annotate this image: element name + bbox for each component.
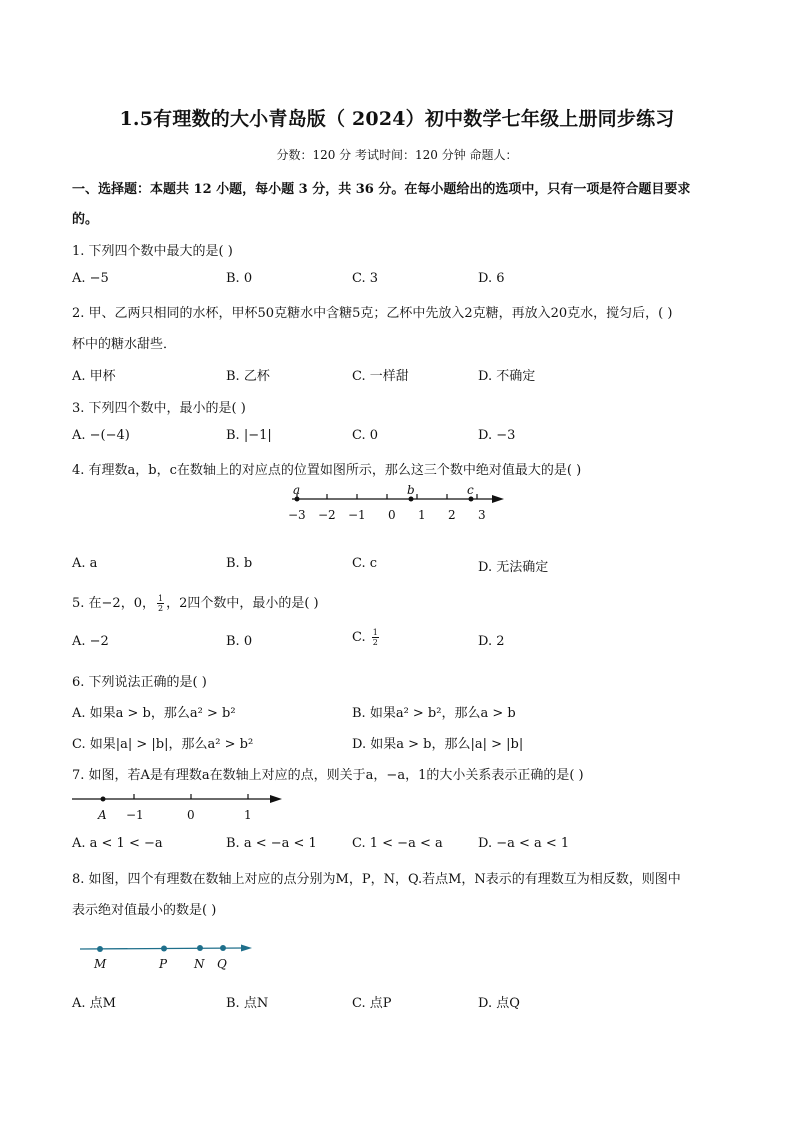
q4-option-d[interactable]: D. 无法确定 xyxy=(478,560,549,575)
q4-number-line xyxy=(280,480,510,524)
q5-option-a[interactable]: A. −2 xyxy=(72,634,109,649)
q7-axis-arrow xyxy=(270,795,282,803)
question-8-stem: 8. 如图，四个有理数在数轴上对应的点分别为M，P，N，Q.若点M，N表示的有理数互为相反数，则图中 xyxy=(72,872,681,887)
q3-option-b[interactable]: B. |−1| xyxy=(226,428,272,443)
q4-point-a xyxy=(295,497,300,502)
q5-option-c-letter: C. xyxy=(352,630,370,645)
q8-axis-arrow xyxy=(241,945,252,952)
q5-option-b[interactable]: B. 0 xyxy=(226,634,253,649)
q5-fraction-half xyxy=(157,594,164,613)
section-intro-cont: 的。 xyxy=(72,212,99,227)
q7-label-a: A xyxy=(98,808,107,822)
section-intro: 一、选择题：本题共 12 小题，每小题 3 分，共 36 分。在每小题给出的选项中，只有一项是符合题目要求 xyxy=(72,182,691,197)
q5-frac-den: 2 xyxy=(157,604,164,613)
q3-option-a[interactable]: A. −(−4) xyxy=(72,428,130,443)
q5-stem-prefix: 5. 在−2，0， xyxy=(72,596,155,611)
q8-option-a[interactable]: A. 点M xyxy=(72,996,116,1011)
q7-tick-label: −1 xyxy=(126,808,144,822)
q1-option-a[interactable]: A. −5 xyxy=(72,271,109,286)
q5-option-c[interactable] xyxy=(352,628,381,647)
q4-tick-label: 0 xyxy=(388,508,396,522)
question-6-stem: 6. 下列说法正确的是( ) xyxy=(72,675,207,690)
q5-stem-suffix: ，2四个数中，最小的是( ) xyxy=(166,596,319,611)
q4-point-b xyxy=(409,497,414,502)
q6-option-d[interactable]: D. 如果a > b，那么|a| > |b| xyxy=(352,737,524,752)
q8-point-m xyxy=(97,946,103,952)
q8-label-n: N xyxy=(194,957,205,971)
question-7-stem: 7. 如图，若A是有理数a在数轴上对应的点，则关于a，−a，1的大小关系表示正确的是( ) xyxy=(72,768,584,783)
q4-point-c xyxy=(469,497,474,502)
q1-option-b[interactable]: B. 0 xyxy=(226,271,253,286)
q4-tick-label: −1 xyxy=(348,508,366,522)
q8-point-n xyxy=(197,945,203,951)
q7-option-a[interactable]: A. a < 1 < −a xyxy=(72,836,163,851)
q8-point-q xyxy=(220,945,226,951)
q7-tick-label: 1 xyxy=(244,808,252,822)
q8-label-p: P xyxy=(159,957,168,971)
q4-label-c: c xyxy=(467,483,474,497)
q5-option-d[interactable]: D. 2 xyxy=(478,634,505,649)
q8-option-b[interactable]: B. 点N xyxy=(226,996,269,1011)
q1-option-c[interactable]: C. 3 xyxy=(352,271,379,286)
q6-option-a[interactable]: A. 如果a > b，那么a² > b² xyxy=(72,706,236,721)
q2-option-c[interactable]: C. 一样甜 xyxy=(352,369,409,384)
q4-label-b: b xyxy=(407,483,415,497)
q5-option-c-num: 1 xyxy=(372,628,378,637)
q8-option-c[interactable]: C. 点P xyxy=(352,996,392,1011)
q4-tick-label: −3 xyxy=(288,508,306,522)
q3-option-c[interactable]: C. 0 xyxy=(352,428,379,443)
q5-option-c-den: 2 xyxy=(372,638,378,647)
q1-option-d[interactable]: D. 6 xyxy=(478,271,505,286)
q7-option-b[interactable]: B. a < −a < 1 xyxy=(226,836,317,851)
q3-option-d[interactable]: D. −3 xyxy=(478,428,516,443)
q4-label-a: a xyxy=(293,483,301,497)
question-1-stem: 1. 下列四个数中最大的是( ) xyxy=(72,244,233,259)
q8-point-p xyxy=(161,946,167,952)
q2-option-b[interactable]: B. 乙杯 xyxy=(226,369,270,384)
q8-option-d[interactable]: D. 点Q xyxy=(478,996,520,1011)
question-2-stem: 2. 甲、乙两只相同的水杯，甲杯50克糖水中含糖5克；乙杯中先放入2克糖，再放入20克水，搅匀后，( ) xyxy=(72,306,673,321)
q7-number-line xyxy=(66,786,290,826)
q4-option-b[interactable]: B. b xyxy=(226,556,253,571)
question-8-stem-cont: 表示绝对值最小的数是( ) xyxy=(72,903,217,918)
question-2-stem-cont: 杯中的糖水甜些． xyxy=(72,337,177,352)
question-3-stem: 3. 下列四个数中，最小的是( ) xyxy=(72,401,246,416)
page-title: 1.5有理数的大小青岛版（ 2024）初中数学七年级上册同步练习 xyxy=(119,108,675,130)
q8-number-line xyxy=(76,938,260,974)
question-4-stem: 4. 有理数a，b，c在数轴上的对应点的位置如图所示，那么这三个数中绝对值最大的是( ) xyxy=(72,463,582,478)
q8-label-m: M xyxy=(94,957,107,971)
q7-option-c[interactable]: C. 1 < −a < a xyxy=(352,836,443,851)
q4-axis-arrow xyxy=(492,495,504,503)
exam-info: 分数：120 分 考试时间：120 分钟 命题人： xyxy=(276,148,518,162)
q4-option-c[interactable]: C. c xyxy=(352,556,378,571)
q8-label-q: Q xyxy=(217,957,227,971)
q2-option-d[interactable]: D. 不确定 xyxy=(478,369,536,384)
q2-option-a[interactable]: A. 甲杯 xyxy=(72,369,116,384)
q6-option-b[interactable]: B. 如果a² > b²，那么a > b xyxy=(352,706,516,721)
question-5-stem xyxy=(72,592,319,613)
q5-frac-num: 1 xyxy=(157,594,164,603)
q4-tick-label: 3 xyxy=(478,508,486,522)
q4-tick-label: 1 xyxy=(418,508,426,522)
q7-tick-label: 0 xyxy=(187,808,195,822)
q6-option-c[interactable]: C. 如果|a| > |b|，那么a² > b² xyxy=(72,737,254,752)
q4-tick-label: −2 xyxy=(318,508,336,522)
q5-option-c-fraction xyxy=(372,628,379,647)
q4-tick-label: 2 xyxy=(448,508,456,522)
q7-point-a xyxy=(101,797,106,802)
q4-option-a[interactable]: A. a xyxy=(72,556,98,571)
q7-option-d[interactable]: D. −a < a < 1 xyxy=(478,836,570,851)
